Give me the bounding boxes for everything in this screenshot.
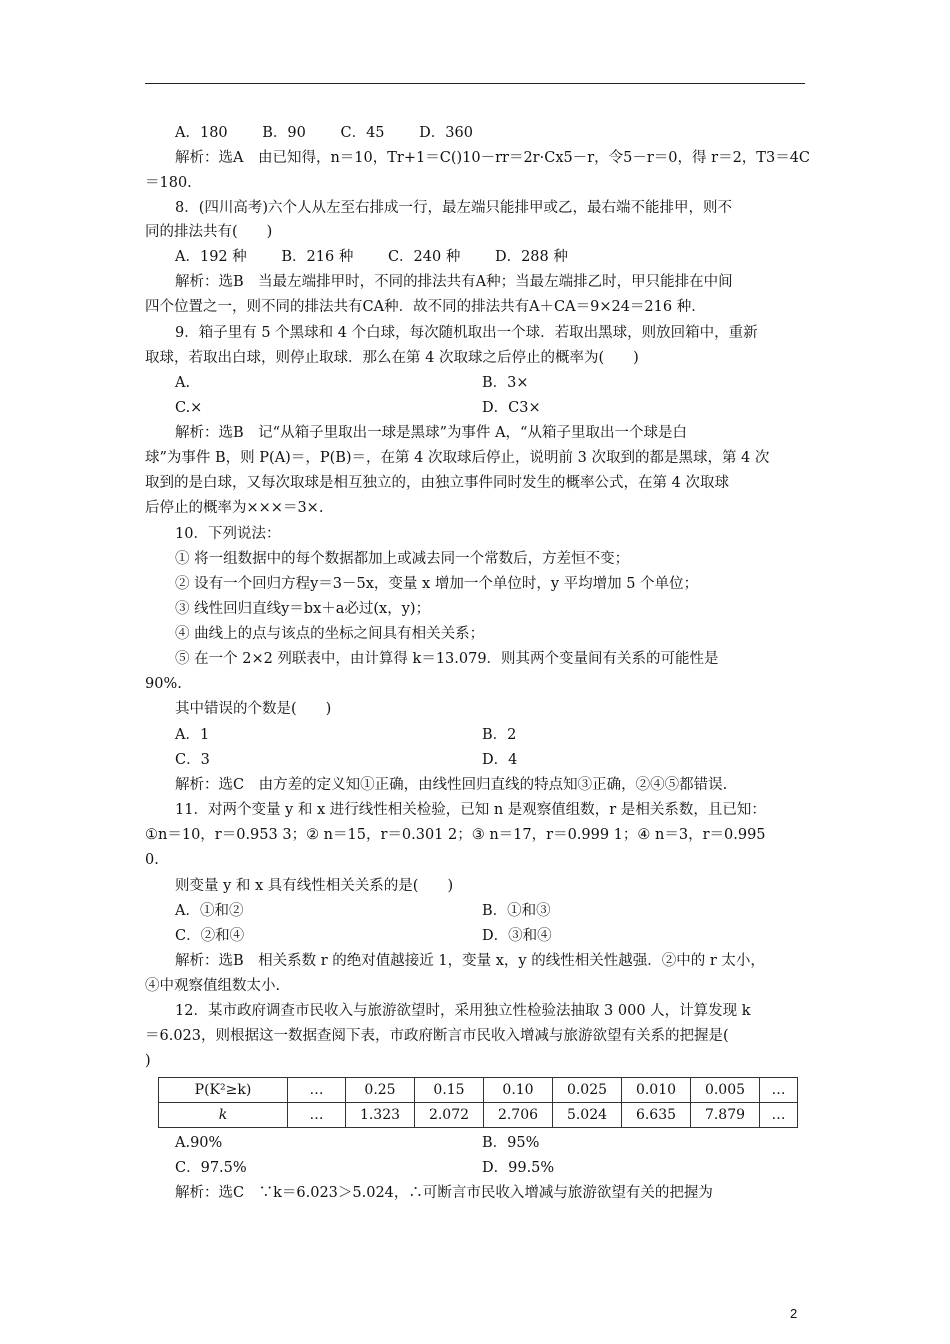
q9-analysis-line: 取到的是白球，又每次取球是相互独立的，由独立事件同时发生的概率公式，在第 4 次取球 (145, 475, 729, 491)
q8-stem-line: 8．(四川高考)六个人从左至右排成一行，最左端只能排甲或乙，最右端不能排甲，则不 (175, 200, 733, 216)
table-cell: 2.072 (415, 1103, 484, 1128)
q7-options (175, 123, 503, 143)
table-cell: 1.323 (346, 1103, 415, 1128)
q12-stem-line: ) (145, 1053, 151, 1069)
q11-stem-line: 11．对两个变量 y 和 x 进行线性相关检验，已知 n 是观察值组数，r 是相关系数，且已知： (175, 802, 766, 818)
option-c: C．45 (340, 125, 385, 141)
option-b: B．90 (262, 125, 306, 141)
table-cell: … (760, 1078, 798, 1103)
option-a: A．180 (175, 125, 228, 141)
q12-option-b: B．95% (482, 1135, 540, 1151)
q12-option-c: C．97.5% (175, 1160, 247, 1176)
header-rule (145, 83, 805, 84)
table-cell: 7.879 (691, 1103, 760, 1128)
q12-option-a: A.90% (175, 1135, 223, 1151)
table-cell: 2.706 (484, 1103, 553, 1128)
q10-statement-cont: 90%. (145, 676, 182, 692)
q10-statement: ① 将一组数据中的每个数据都加上或减去同一个常数后，方差恒不变； (175, 551, 630, 567)
table-cell: 0.025 (553, 1078, 622, 1103)
probability-table (158, 1077, 798, 1128)
q10-statement: ③ 线性回归直线y＝bx＋a必过(x，y)； (175, 601, 431, 617)
q11-stem-line: ①n＝10，r＝0.953 3；② n＝15，r＝0.301 2；③ n＝17，r＝0.999 1；④ n＝3，r＝0.995 (145, 827, 766, 843)
option-d: D．288 种 (494, 249, 568, 265)
table-cell: … (288, 1078, 346, 1103)
table-cell: … (760, 1103, 798, 1128)
q9-option-d: D．C3× (482, 400, 541, 416)
q12-analysis: 解析：选C ∵k＝6.023＞5.024，∴可断言市民收入增减与旅游欲望有关的把握为 (175, 1185, 713, 1201)
table-cell: 0.005 (691, 1078, 760, 1103)
option-d: D．360 (419, 125, 473, 141)
table-row (159, 1078, 798, 1103)
table-cell: 0.15 (415, 1078, 484, 1103)
q9-stem-line: 9．箱子里有 5 个黑球和 4 个白球，每次随机取出一个球．若取出黑球，则放回箱中，重新 (175, 325, 758, 341)
q10-question: 其中错误的个数是( ) (175, 701, 332, 717)
q11-option-d: D．③和④ (482, 928, 552, 944)
option-a: A．192 种 (175, 249, 247, 265)
q10-statement: ⑤ 在一个 2×2 列联表中，由计算得 k＝13.079．则其两个变量间有关系的可能性是 (175, 651, 719, 667)
option-b: B．216 种 (281, 249, 354, 265)
q10-stem: 10．下列说法： (175, 526, 281, 542)
q9-option-a: A. (175, 375, 191, 391)
q12-stem-line: 12．某市政府调查市民收入与旅游欲望时，采用独立性检验法抽取 3 000 人，计算发现 k (175, 1003, 751, 1019)
q9-stem-line: 取球，若取出白球，则停止取球．那么在第 4 次取球之后停止的概率为( ) (145, 350, 639, 366)
q11-option-c: C．②和④ (175, 928, 245, 944)
q11-option-a: A．①和② (175, 903, 244, 919)
page-number: 2 (790, 1306, 798, 1321)
table-cell: 0.010 (622, 1078, 691, 1103)
q11-analysis-line: ④中观察值组数太小. (145, 978, 281, 994)
q8-options (175, 247, 598, 267)
q10-analysis: 解析：选C 由方差的定义知①正确，由线性回归直线的特点知③正确，②④⑤都错误. (175, 777, 728, 793)
q11-question: 则变量 y 和 x 具有线性相关关系的是( ) (175, 878, 454, 894)
q9-analysis-line: 后停止的概率为×××＝3×. (145, 500, 324, 516)
table-cell: k (159, 1103, 288, 1128)
q11-option-b: B．①和③ (482, 903, 551, 919)
table-cell: … (288, 1103, 346, 1128)
table-row (159, 1103, 798, 1128)
q10-statement: ② 设有一个回归方程y＝3－5x，变量 x 增加一个单位时，y 平均增加 5 个单位； (175, 576, 699, 592)
table-cell: 5.024 (553, 1103, 622, 1128)
q12-option-d: D．99.5% (482, 1160, 555, 1176)
q9-analysis-line: 球”为事件 B，则 P(A)＝，P(B)＝，在第 4 次取球后停止，说明前 3 次取到的都是黑球，第 4 次 (145, 450, 770, 466)
q9-analysis-line: 解析：选B 记“从箱子里取出一球是黑球”为事件 A，“从箱子里取出一个球是白 (175, 425, 687, 441)
q10-option-a: A．1 (175, 727, 210, 743)
q10-option-d: D．4 (482, 752, 518, 768)
q10-option-b: B．2 (482, 727, 517, 743)
q12-stem-line: ＝6.023，则根据这一数据查阅下表，市政府断言市民收入增减与旅游欲望有关系的把握是( (145, 1028, 729, 1044)
table-cell: 6.635 (622, 1103, 691, 1128)
table-cell: 0.10 (484, 1078, 553, 1103)
q8-analysis-line: 解析：选B 当最左端排甲时，不同的排法共有A种；当最左端排乙时，甲只能排在中间 (175, 274, 733, 290)
q10-statement: ④ 曲线上的点与该点的坐标之间具有相关关系； (175, 626, 485, 642)
q7-analysis-line: ＝180. (145, 175, 192, 191)
table-cell: 0.25 (346, 1078, 415, 1103)
option-c: C．240 种 (387, 249, 461, 265)
q7-analysis-line: 解析：选A 由已知得，n＝10，Tr+1＝C()10－rr＝2r·Cx5－r，令5－r＝0，得 r＝2，T3＝4C (175, 150, 811, 166)
table-cell: P(K²≥k) (159, 1078, 288, 1103)
q8-analysis-line: 四个位置之一，则不同的排法共有CA种．故不同的排法共有A＋CA＝9×24＝216 种． (145, 299, 706, 315)
q9-option-c: C.× (175, 400, 203, 416)
q11-analysis-line: 解析：选B 相关系数 r 的绝对值越接近 1，变量 x，y 的线性相关性越强．②中的 r 太小， (175, 953, 765, 969)
q8-stem-line: 同的排法共有( ) (145, 224, 273, 240)
q10-option-c: C．3 (175, 752, 210, 768)
q9-option-b: B．3× (482, 375, 529, 391)
q11-stem-line: 0. (145, 852, 159, 868)
